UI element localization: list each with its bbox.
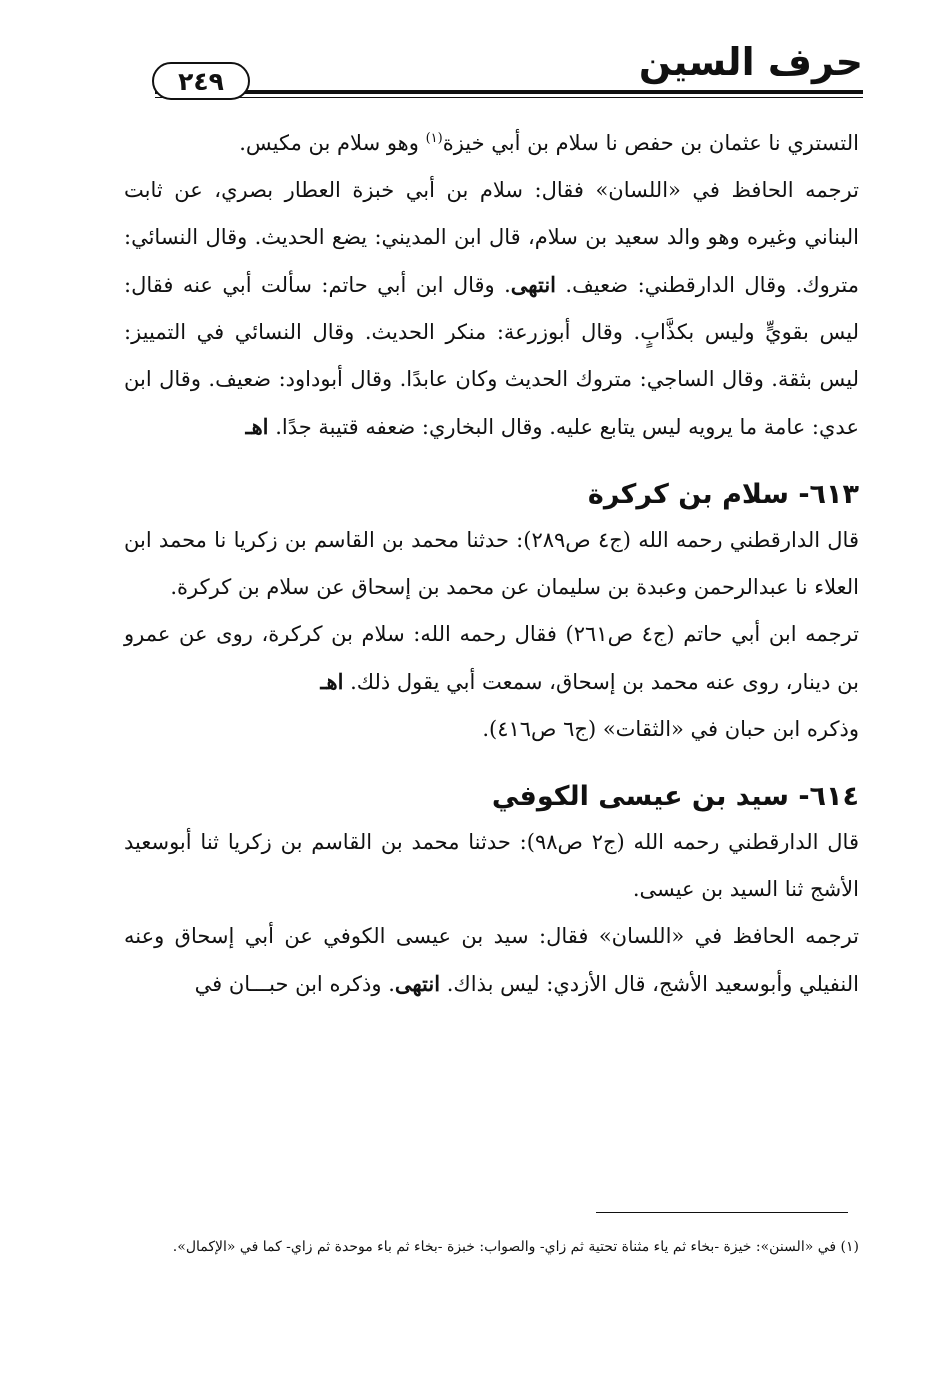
text-span: التستري نا عثمان بن حفص نا سلام بن أبي خيزة xyxy=(442,131,859,155)
text-span: . وقال ابن أبي حاتم: سألت أبي عنه فقال: ليس بقويٍّ وليس بكذَّابٍ. وقال أبوزرعة: منكر الحديث. وقال النسائي في التمييز: ليس بثقة. وقال الساجي: متروك الحديث وكان عابدًا. وقال أبوداود: ضعيف. وقال ابن عدي: عامة ما يرويه ليس يتابع عليه. وقال البخاري: ضعفه قتيبة جدًا. xyxy=(124,273,859,439)
header-rule-thin xyxy=(155,97,863,98)
paragraph xyxy=(124,611,859,706)
entry-heading: ٦١٣- سلام بن كركرة xyxy=(587,479,859,510)
footnote-reference: (١) xyxy=(425,131,443,146)
chapter-title: حرف السين xyxy=(638,40,863,84)
paragraph xyxy=(124,167,859,451)
text-span: قال الدارقطني رحمه الله (ج٤ ص٢٨٩): حدثنا محمد بن القاسم بن زكريا نا محمد ابن العلاء نا عبدالرحمن وعبدة بن سليمان عن محمد بن إسحاق عن سلام بن كركرة. xyxy=(124,528,859,599)
text-span: قال الدارقطني رحمه الله (ج٢ ص٩٨): حدثنا محمد بن القاسم بن زكريا ثنا أبوسعيد الأشج ثنا السيد بن عيسى. xyxy=(124,830,859,901)
page-header xyxy=(0,0,945,110)
text-span: ترجمه الحافظ في «اللسان» فقال: سيد بن عيسى الكوفي عن أبي إسحاق وعنه النفيلي وأبوسعيد الأشج، قال الأزدي: ليس بذاك. xyxy=(124,924,859,996)
footnote-separator xyxy=(596,1212,848,1213)
paragraph xyxy=(124,913,859,1008)
paragraph xyxy=(124,120,859,167)
text-span: وهو سلام بن مكيس. xyxy=(239,131,426,155)
text-span: ترجمه ابن أبي حاتم (ج٤ ص٢٦١) فقال رحمه الله: سلام بن كركرة، روى عن عمرو بن دينار، روى عنه محمد بن إسحاق، سمعت أبي يقول ذلك. xyxy=(124,622,859,694)
bold-term: انتهى xyxy=(394,971,441,996)
page-number: ٢٤٩ xyxy=(152,62,250,100)
paragraph xyxy=(124,706,859,753)
paragraph xyxy=(124,517,859,611)
paragraph xyxy=(124,819,859,913)
bold-term: اهـ xyxy=(245,414,269,439)
footnotes xyxy=(124,1232,859,1263)
text-span: . وذكره ابن حبـــان في xyxy=(194,972,395,996)
header-rule xyxy=(155,90,863,94)
text-span: ترجمه الحافظ في «اللسان» فقال: سلام بن أبي خبزة العطار بصري، عن ثابت البناني وغيره وهو والد سعيد بن سلام، قال ابن المديني: يضع الحديث. وقال النسائي: متروك. وقال الدارقطني: ضعيف. xyxy=(124,178,859,297)
entry-heading: ٦١٤- سيد بن عيسى الكوفي xyxy=(491,781,859,812)
bold-term: انتهى xyxy=(510,272,556,297)
footnote: (١) في «السنن»: خيزة -بخاء ثم ياء مثناة تحتية ثم زاي- والصواب: خبزة -بخاء ثم باء موحدة ثم زاي- كما في «الإكمال». xyxy=(172,1239,859,1255)
body-text xyxy=(124,120,859,1008)
bold-term: اهـ xyxy=(320,669,344,694)
text-span: وذكره ابن حبان في «الثقات» (ج٦ ص٤١٦). xyxy=(482,717,859,741)
